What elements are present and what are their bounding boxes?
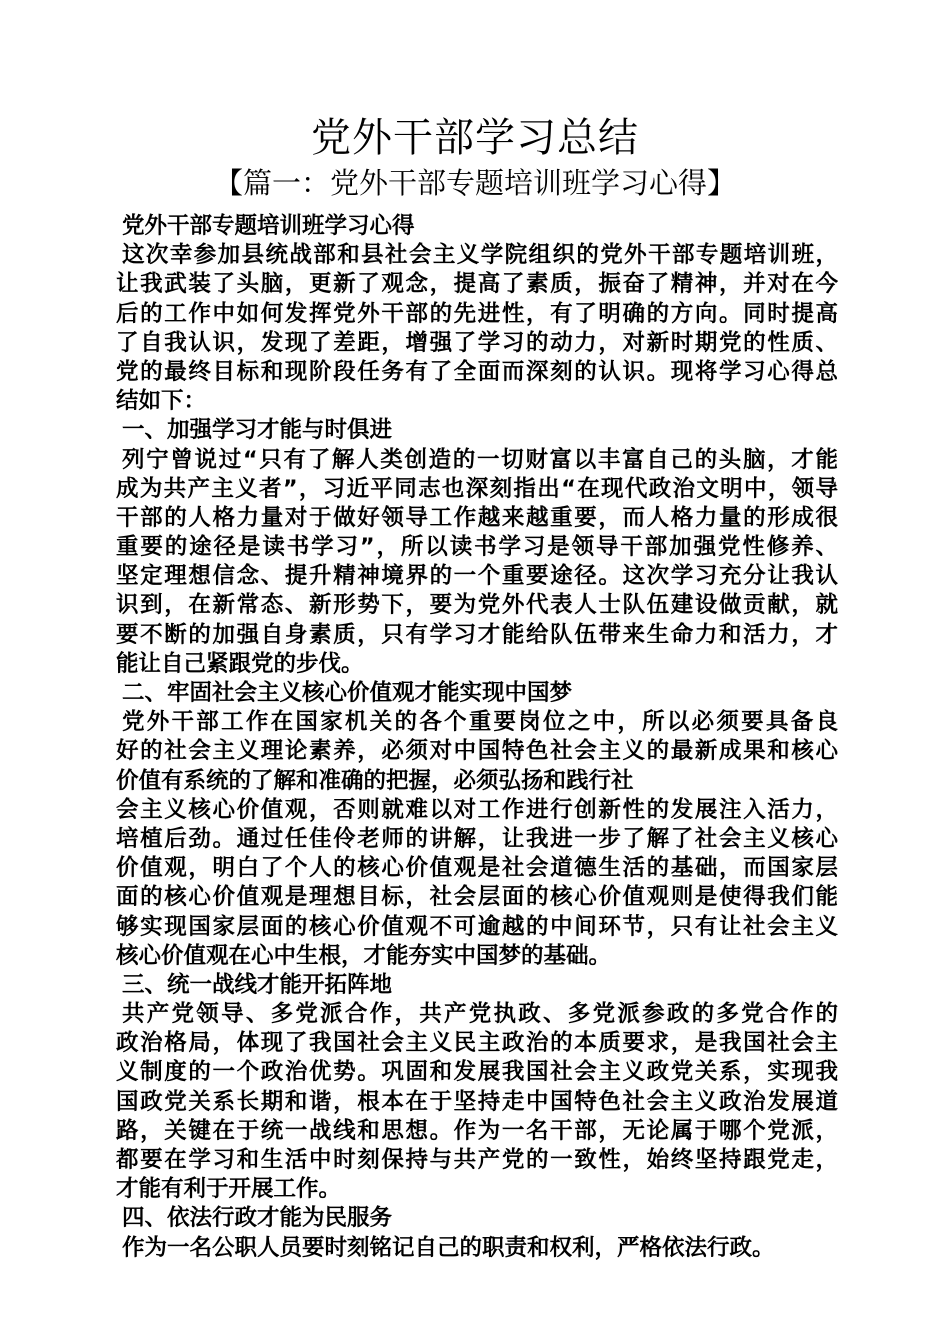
text-line: 要不断的加强自身素质，只有学习才能给队伍带来生命力和活力，才 (116, 621, 838, 648)
text-line: 坚定理想信念、提升精神境界的一个重要途径。这次学习充分让我认 (116, 563, 838, 590)
text-line: 面的核心价值观是理想目标，社会层面的核心价值观则是使得我们能 (116, 884, 838, 911)
text-line: 识到，在新常态、新形势下，要为党外代表人士队伍建设做贡献，就 (116, 592, 838, 619)
text-line: 重要的途径是读书学习”，所以读书学习是领导干部加强党性修养、 (116, 534, 838, 561)
text-line: 党的最终目标和现阶段任务有了全面而深刻的认识。现将学习心得总 (116, 358, 838, 385)
text-line: 结如下： (116, 388, 207, 415)
text-line: 国政党关系长期和谐，根本在于坚持走中国特色社会主义政治发展道 (116, 1088, 838, 1115)
text-line: 才能有利于开展工作。 (116, 1176, 342, 1203)
text-line: 会主义核心价值观，否则就难以对工作进行创新性的发展注入活力， (116, 796, 838, 823)
document-title: 党外干部学习总结 (311, 115, 639, 161)
text-line: 义制度的一个政治优势。巩固和发展我国社会主义政党关系，实现我 (116, 1059, 838, 1086)
text-line: 列宁曾说过“只有了解人类创造的一切财富以丰富自己的头脑，才能 (122, 446, 838, 473)
text-line: 核心价值观在心中生根，才能夯实中国梦的基础。 (116, 942, 612, 969)
text-line: 能让自己紧跟党的步伐。 (116, 650, 364, 677)
text-line: 了自我认识，发现了差距，增强了学习的动力，对新时期党的性质、 (116, 329, 838, 356)
text-line: 政治格局，体现了我国社会主义民主政治的本质要求，是我国社会主 (116, 1030, 838, 1057)
text-line: 成为共产主义者”，习近平同志也深刻指出“在现代政治文明中，领导 (116, 475, 838, 502)
document-subtitle: 【篇一：党外干部专题培训班学习心得】 (213, 166, 736, 200)
text-line: 后的工作中如何发挥党外干部的先进性，有了明确的方向。同时提高 (116, 300, 838, 327)
text-line: 让我武装了头脑，更新了观念，提高了素质，振奋了精神，并对在今 (116, 271, 838, 298)
text-line: 路，关键在于统一战线和思想。作为一名干部，无论属于哪个党派， (116, 1117, 838, 1144)
text-line: 这次幸参加县统战部和县社会主义学院组织的党外干部专题培训班， (122, 242, 838, 269)
text-line: 都要在学习和生活中时刻保持与共产党的一致性，始终坚持跟党走， (116, 1147, 838, 1173)
text-line: 干部的人格力量对于做好领导工作越来越重要，而人格力量的形成很 (116, 504, 838, 531)
text-line: 三、统一战线才能开拓阵地 (122, 971, 393, 998)
text-line: 党外干部工作在国家机关的各个重要岗位之中，所以必须要具备良 (122, 709, 838, 736)
text-line: 二、牢固社会主义核心价值观才能实现中国梦 (122, 680, 573, 706)
text-line: 四、依法行政才能为民服务 (122, 1205, 393, 1232)
text-line: 党外干部专题培训班学习心得 (122, 213, 415, 239)
text-line: 价值观，明白了个人的核心价值观是社会道德生活的基础，而国家层 (116, 855, 838, 882)
text-line: 好的社会主义理论素养，必须对中国特色社会主义的最新成果和核心 (116, 738, 838, 765)
text-line: 共产党领导、多党派合作，共产党执政、多党派参政的多党合作的 (122, 1001, 838, 1028)
text-line: 培植后劲。通过任佳伶老师的讲解，让我进一步了解了社会主义核心 (116, 825, 838, 852)
text-line: 价值有系统的了解和准确的把握，必须弘扬和践行社 (116, 767, 634, 794)
document-body (116, 212, 838, 1263)
text-line: 一、加强学习才能与时俱进 (122, 417, 393, 444)
text-line: 作为一名公职人员要时刻铭记自己的职责和权利，严格依法行政。 (122, 1234, 775, 1261)
text-line: 够实现国家层面的核心价值观不可逾越的中间环节，只有让社会主义 (116, 913, 838, 940)
